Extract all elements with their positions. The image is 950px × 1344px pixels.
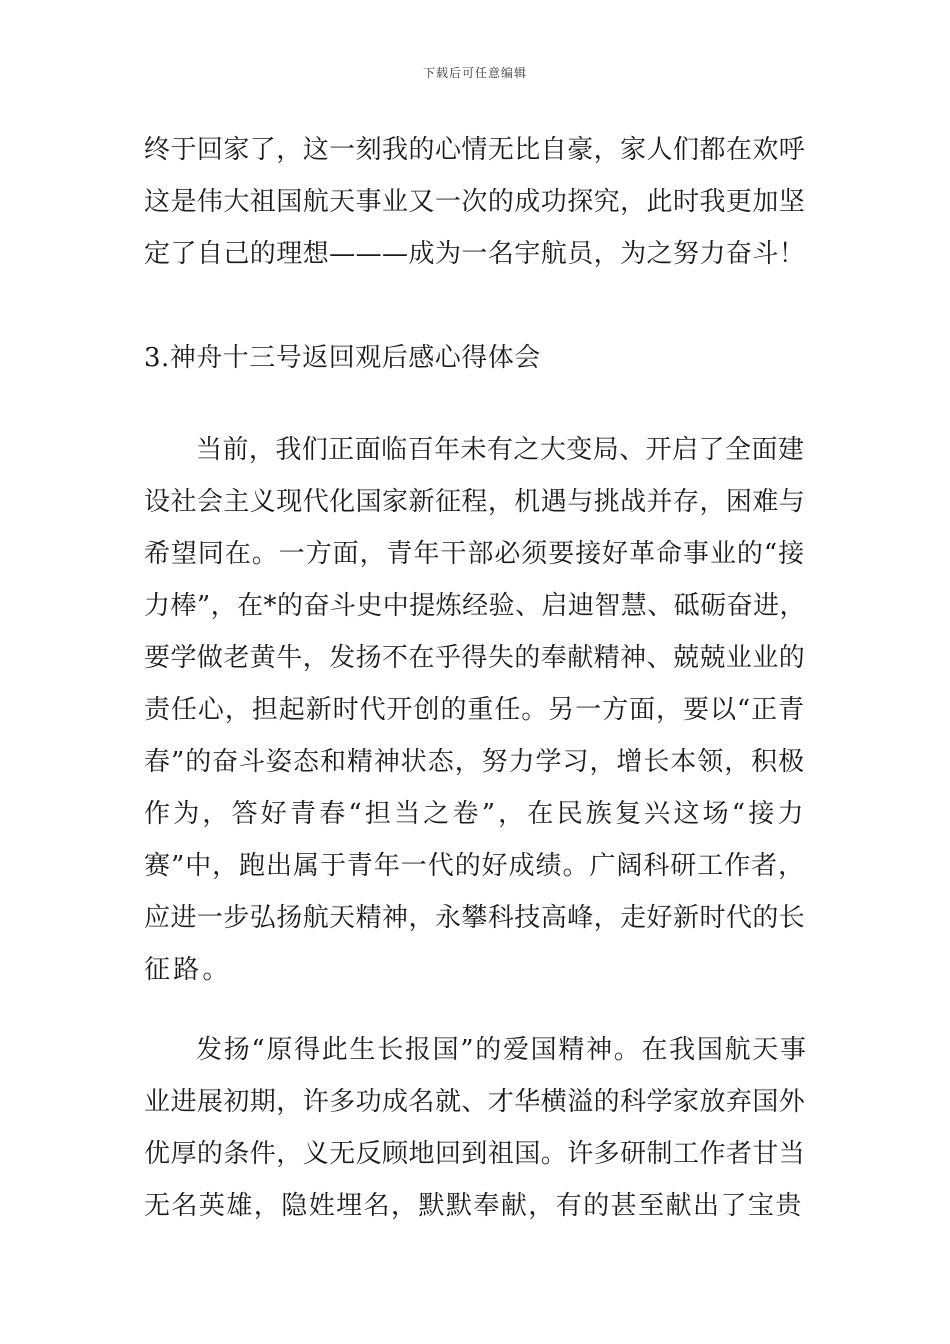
text-line: 发扬“原得此生长报国”的爱国精神。在我国航天事 xyxy=(196,1035,808,1065)
text-line: 设社会主义现代化国家新征程，机遇与挑战并存，困难与 xyxy=(144,487,806,517)
paragraph-1 xyxy=(144,424,808,996)
text-line: 定了自己的理想———成为一名宇航员，为之努力奋斗！ xyxy=(144,239,806,269)
paragraph-2 xyxy=(144,1024,808,1232)
text-line: 终于回家了，这一刻我的心情无比自豪，家人们都在欢呼 xyxy=(144,135,806,165)
text-line: 责任心，担起新时代开创的重任。另一方面，要以“正青 xyxy=(144,695,806,725)
text-line: 要学做老黄牛，发扬不在乎得失的奉献精神、兢兢业业的 xyxy=(144,643,806,673)
text-line: 力棒”，在*的奋斗史中提炼经验、启迪智慧、砥砺奋进， xyxy=(144,591,806,621)
intro-paragraph xyxy=(144,124,808,280)
text-line: 征路。 xyxy=(144,955,232,985)
text-line: 无名英雄，隐姓埋名，默默奉献，有的甚至献出了宝贵 xyxy=(144,1191,803,1221)
text-line: 当前，我们正面临百年未有之大变局、开启了全面建 xyxy=(196,435,805,465)
page-header-note: 下载后可任意编辑 xyxy=(422,66,527,80)
text-line: 这是伟大祖国航天事业又一次的成功探究，此时我更加坚 xyxy=(144,187,806,217)
text-line: 优厚的条件，义无反顾地回到祖国。许多研制工作者甘当 xyxy=(144,1139,806,1169)
text-line: 作为，答好青春“担当之卷”，在民族复兴这场“接力 xyxy=(144,799,807,829)
text-line: 应进一步弘扬航天精神，永攀科技高峰，走好新时代的长 xyxy=(144,903,806,933)
text-line: 春”的奋斗姿态和精神状态，努力学习，增长本领，积极 xyxy=(144,747,806,777)
text-line: 希望同在。一方面，青年干部必须要接好革命事业的“接 xyxy=(144,539,806,569)
text-line: 业进展初期，许多功成名就、才华横溢的科学家放弃国外 xyxy=(144,1087,806,1117)
text-line: 赛”中，跑出属于青年一代的好成绩。广阔科研工作者， xyxy=(144,851,806,881)
section-heading: 3.神舟十三号返回观后感心得体会 xyxy=(144,343,541,373)
